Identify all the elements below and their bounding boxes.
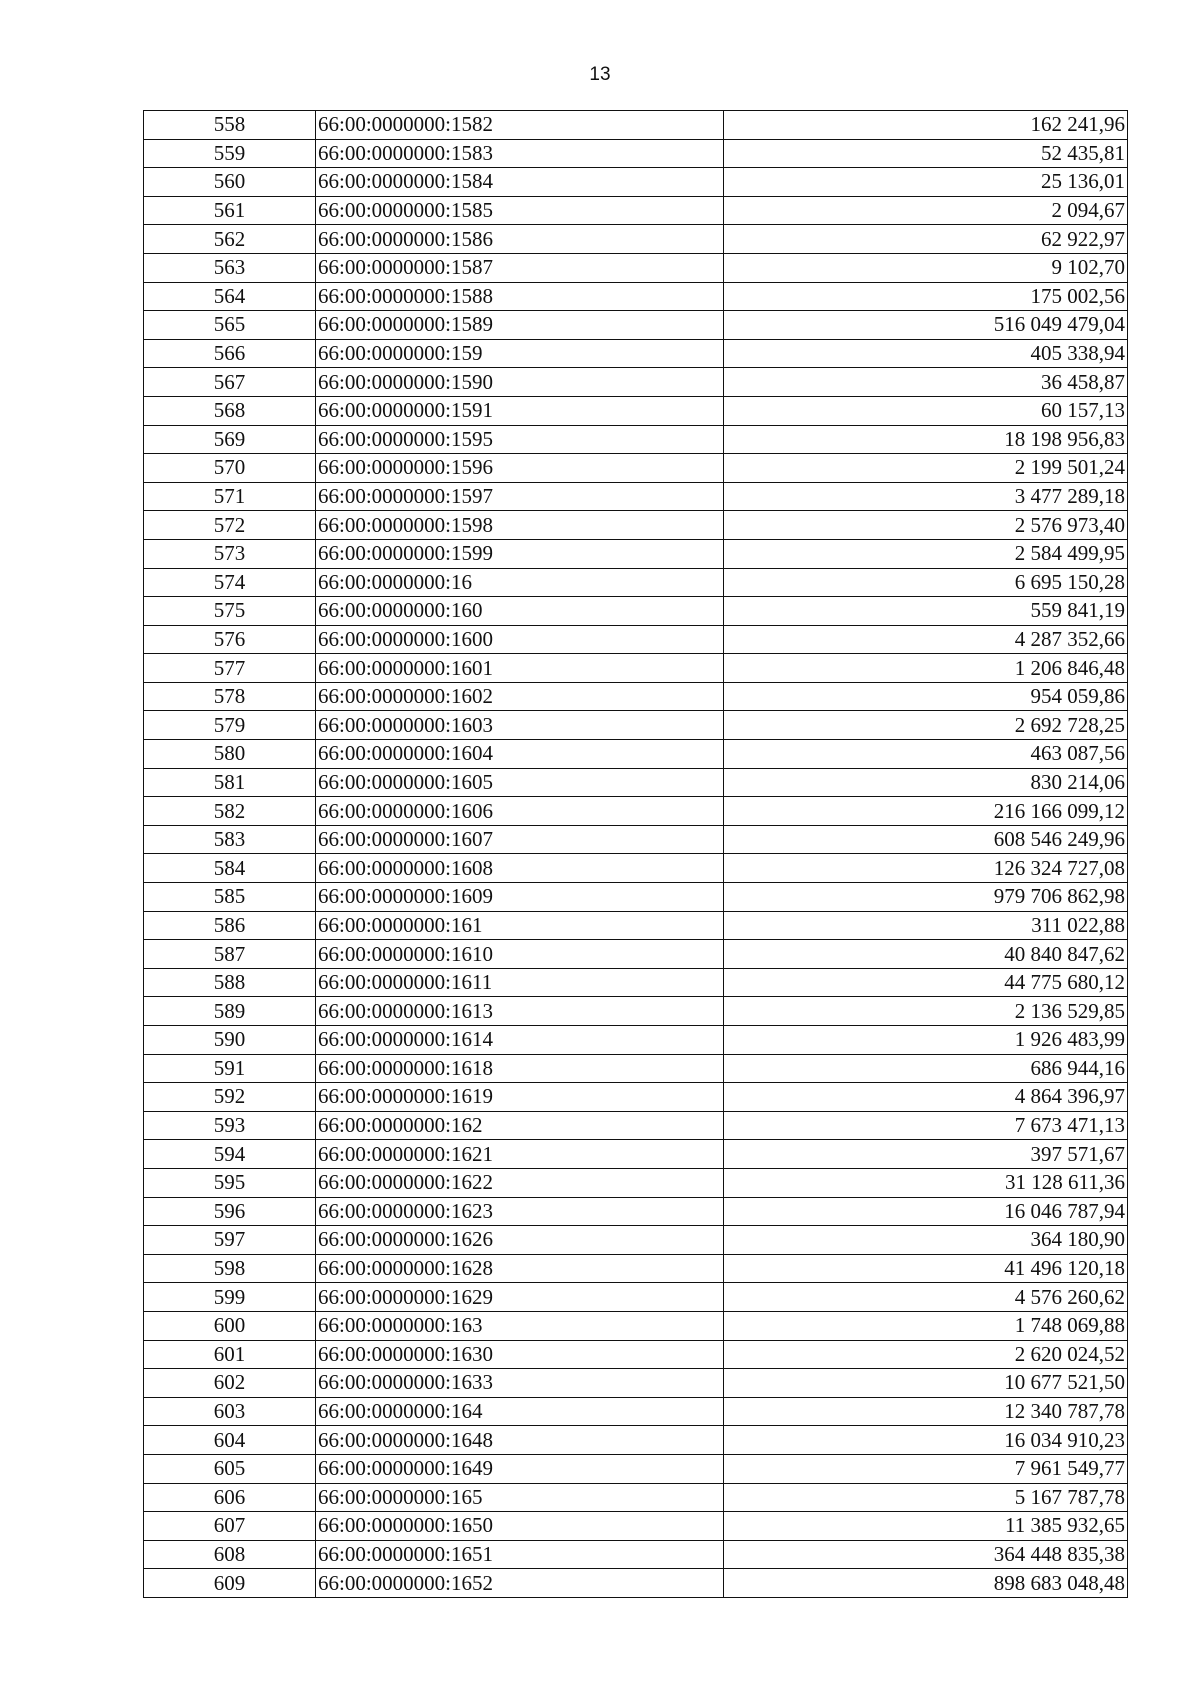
value-cell: 364 180,90 bbox=[724, 1226, 1128, 1255]
cadastral-number-cell: 66:00:0000000:1622 bbox=[316, 1168, 724, 1197]
row-number-cell: 592 bbox=[144, 1083, 316, 1112]
cadastral-number-cell: 66:00:0000000:1619 bbox=[316, 1083, 724, 1112]
row-number-cell: 606 bbox=[144, 1483, 316, 1512]
cadastral-number-cell: 66:00:0000000:1628 bbox=[316, 1254, 724, 1283]
value-cell: 2 576 973,40 bbox=[724, 511, 1128, 540]
cadastral-number-cell: 66:00:0000000:1609 bbox=[316, 883, 724, 912]
table-row bbox=[144, 1140, 1128, 1169]
value-cell: 16 046 787,94 bbox=[724, 1197, 1128, 1226]
value-cell: 954 059,86 bbox=[724, 682, 1128, 711]
value-cell: 2 620 024,52 bbox=[724, 1340, 1128, 1369]
cadastral-number-cell: 66:00:0000000:1608 bbox=[316, 854, 724, 883]
table-row bbox=[144, 425, 1128, 454]
value-cell: 40 840 847,62 bbox=[724, 940, 1128, 969]
value-cell: 405 338,94 bbox=[724, 339, 1128, 368]
row-number-cell: 562 bbox=[144, 225, 316, 254]
row-number-cell: 566 bbox=[144, 339, 316, 368]
value-cell: 686 944,16 bbox=[724, 1054, 1128, 1083]
table-row bbox=[144, 1026, 1128, 1055]
table-row bbox=[144, 968, 1128, 997]
value-cell: 608 546 249,96 bbox=[724, 825, 1128, 854]
value-cell: 4 287 352,66 bbox=[724, 625, 1128, 654]
cadastral-number-cell: 66:00:0000000:1606 bbox=[316, 797, 724, 826]
table-row bbox=[144, 511, 1128, 540]
cadastral-number-cell: 66:00:0000000:165 bbox=[316, 1483, 724, 1512]
value-cell: 126 324 727,08 bbox=[724, 854, 1128, 883]
table-row bbox=[144, 396, 1128, 425]
value-cell: 175 002,56 bbox=[724, 282, 1128, 311]
value-cell: 10 677 521,50 bbox=[724, 1369, 1128, 1398]
row-number-cell: 594 bbox=[144, 1140, 316, 1169]
cadastral-number-cell: 66:00:0000000:1585 bbox=[316, 196, 724, 225]
table-row bbox=[144, 597, 1128, 626]
value-cell: 1 926 483,99 bbox=[724, 1026, 1128, 1055]
row-number-cell: 595 bbox=[144, 1168, 316, 1197]
cadastral-number-cell: 66:00:0000000:1588 bbox=[316, 282, 724, 311]
table-row bbox=[144, 568, 1128, 597]
value-cell: 6 695 150,28 bbox=[724, 568, 1128, 597]
row-number-cell: 583 bbox=[144, 825, 316, 854]
cadastral-number-cell: 66:00:0000000:1587 bbox=[316, 253, 724, 282]
value-cell: 2 692 728,25 bbox=[724, 711, 1128, 740]
table-row bbox=[144, 997, 1128, 1026]
row-number-cell: 564 bbox=[144, 282, 316, 311]
row-number-cell: 571 bbox=[144, 482, 316, 511]
cadastral-number-cell: 66:00:0000000:1605 bbox=[316, 768, 724, 797]
row-number-cell: 567 bbox=[144, 368, 316, 397]
row-number-cell: 597 bbox=[144, 1226, 316, 1255]
row-number-cell: 601 bbox=[144, 1340, 316, 1369]
table-row bbox=[144, 168, 1128, 197]
page-number: 13 bbox=[589, 64, 611, 85]
table-row bbox=[144, 1168, 1128, 1197]
cadastral-number-cell: 66:00:0000000:164 bbox=[316, 1397, 724, 1426]
cadastral-number-cell: 66:00:0000000:1603 bbox=[316, 711, 724, 740]
value-cell: 11 385 932,65 bbox=[724, 1512, 1128, 1541]
row-number-cell: 572 bbox=[144, 511, 316, 540]
cadastral-number-cell: 66:00:0000000:1651 bbox=[316, 1540, 724, 1569]
row-number-cell: 582 bbox=[144, 797, 316, 826]
value-cell: 31 128 611,36 bbox=[724, 1168, 1128, 1197]
table-row bbox=[144, 196, 1128, 225]
row-number-cell: 603 bbox=[144, 1397, 316, 1426]
value-cell: 52 435,81 bbox=[724, 139, 1128, 168]
cadastral-number-cell: 66:00:0000000:1590 bbox=[316, 368, 724, 397]
cadastral-number-cell: 66:00:0000000:1597 bbox=[316, 482, 724, 511]
value-cell: 44 775 680,12 bbox=[724, 968, 1128, 997]
table-row bbox=[144, 368, 1128, 397]
table-row bbox=[144, 1111, 1128, 1140]
row-number-cell: 584 bbox=[144, 854, 316, 883]
table-row bbox=[144, 311, 1128, 340]
table-row bbox=[144, 911, 1128, 940]
table-row bbox=[144, 1254, 1128, 1283]
row-number-cell: 590 bbox=[144, 1026, 316, 1055]
value-cell: 36 458,87 bbox=[724, 368, 1128, 397]
table-row bbox=[144, 1569, 1128, 1598]
table-row bbox=[144, 854, 1128, 883]
value-cell: 559 841,19 bbox=[724, 597, 1128, 626]
row-number-cell: 589 bbox=[144, 997, 316, 1026]
cadastral-number-cell: 66:00:0000000:1630 bbox=[316, 1340, 724, 1369]
value-cell: 2 199 501,24 bbox=[724, 454, 1128, 483]
cadastral-number-cell: 66:00:0000000:161 bbox=[316, 911, 724, 940]
table-row bbox=[144, 797, 1128, 826]
table-row bbox=[144, 740, 1128, 769]
value-cell: 4 864 396,97 bbox=[724, 1083, 1128, 1112]
value-cell: 9 102,70 bbox=[724, 253, 1128, 282]
value-cell: 311 022,88 bbox=[724, 911, 1128, 940]
row-number-cell: 588 bbox=[144, 968, 316, 997]
value-cell: 898 683 048,48 bbox=[724, 1569, 1128, 1598]
table-row bbox=[144, 282, 1128, 311]
table-row bbox=[144, 625, 1128, 654]
cadastral-number-cell: 66:00:0000000:1604 bbox=[316, 740, 724, 769]
table-row bbox=[144, 711, 1128, 740]
row-number-cell: 558 bbox=[144, 111, 316, 140]
row-number-cell: 608 bbox=[144, 1540, 316, 1569]
cadastral-number-cell: 66:00:0000000:1589 bbox=[316, 311, 724, 340]
row-number-cell: 576 bbox=[144, 625, 316, 654]
row-number-cell: 607 bbox=[144, 1512, 316, 1541]
value-cell: 41 496 120,18 bbox=[724, 1254, 1128, 1283]
row-number-cell: 579 bbox=[144, 711, 316, 740]
row-number-cell: 602 bbox=[144, 1369, 316, 1398]
cadastral-number-cell: 66:00:0000000:1599 bbox=[316, 539, 724, 568]
table-body bbox=[144, 111, 1128, 1598]
cadastral-number-cell: 66:00:0000000:159 bbox=[316, 339, 724, 368]
table-row bbox=[144, 654, 1128, 683]
row-number-cell: 580 bbox=[144, 740, 316, 769]
cadastral-number-cell: 66:00:0000000:1610 bbox=[316, 940, 724, 969]
row-number-cell: 573 bbox=[144, 539, 316, 568]
cadastral-number-cell: 66:00:0000000:1607 bbox=[316, 825, 724, 854]
table-row bbox=[144, 253, 1128, 282]
table-row bbox=[144, 1283, 1128, 1312]
value-cell: 60 157,13 bbox=[724, 396, 1128, 425]
cadastral-number-cell: 66:00:0000000:1598 bbox=[316, 511, 724, 540]
value-cell: 4 576 260,62 bbox=[724, 1283, 1128, 1312]
value-cell: 18 198 956,83 bbox=[724, 425, 1128, 454]
value-cell: 463 087,56 bbox=[724, 740, 1128, 769]
cadastral-number-cell: 66:00:0000000:1613 bbox=[316, 997, 724, 1026]
cadastral-number-cell: 66:00:0000000:1650 bbox=[316, 1512, 724, 1541]
table-row bbox=[144, 139, 1128, 168]
table-row bbox=[144, 883, 1128, 912]
cadastral-number-cell: 66:00:0000000:1611 bbox=[316, 968, 724, 997]
row-number-cell: 563 bbox=[144, 253, 316, 282]
cadastral-number-cell: 66:00:0000000:1591 bbox=[316, 396, 724, 425]
row-number-cell: 586 bbox=[144, 911, 316, 940]
row-number-cell: 569 bbox=[144, 425, 316, 454]
cadastral-number-cell: 66:00:0000000:1652 bbox=[316, 1569, 724, 1598]
cadastral-number-cell: 66:00:0000000:1595 bbox=[316, 425, 724, 454]
row-number-cell: 565 bbox=[144, 311, 316, 340]
value-cell: 364 448 835,38 bbox=[724, 1540, 1128, 1569]
cadastral-number-cell: 66:00:0000000:1621 bbox=[316, 1140, 724, 1169]
row-number-cell: 585 bbox=[144, 883, 316, 912]
table-row bbox=[144, 825, 1128, 854]
table-row bbox=[144, 1454, 1128, 1483]
value-cell: 162 241,96 bbox=[724, 111, 1128, 140]
row-number-cell: 574 bbox=[144, 568, 316, 597]
row-number-cell: 559 bbox=[144, 139, 316, 168]
cadastral-number-cell: 66:00:0000000:1600 bbox=[316, 625, 724, 654]
value-cell: 1 206 846,48 bbox=[724, 654, 1128, 683]
table-row bbox=[144, 1083, 1128, 1112]
row-number-cell: 578 bbox=[144, 682, 316, 711]
value-cell: 397 571,67 bbox=[724, 1140, 1128, 1169]
cadastral-number-cell: 66:00:0000000:1648 bbox=[316, 1426, 724, 1455]
cadastral-number-cell: 66:00:0000000:162 bbox=[316, 1111, 724, 1140]
cadastral-number-cell: 66:00:0000000:160 bbox=[316, 597, 724, 626]
value-cell: 12 340 787,78 bbox=[724, 1397, 1128, 1426]
value-cell: 2 584 499,95 bbox=[724, 539, 1128, 568]
table-row bbox=[144, 1426, 1128, 1455]
table-row bbox=[144, 940, 1128, 969]
table-row bbox=[144, 339, 1128, 368]
value-cell: 1 748 069,88 bbox=[724, 1311, 1128, 1340]
table-row bbox=[144, 1369, 1128, 1398]
row-number-cell: 577 bbox=[144, 654, 316, 683]
row-number-cell: 599 bbox=[144, 1283, 316, 1312]
value-cell: 7 673 471,13 bbox=[724, 1111, 1128, 1140]
cadastral-number-cell: 66:00:0000000:1582 bbox=[316, 111, 724, 140]
table-row bbox=[144, 1054, 1128, 1083]
value-cell: 979 706 862,98 bbox=[724, 883, 1128, 912]
row-number-cell: 587 bbox=[144, 940, 316, 969]
row-number-cell: 596 bbox=[144, 1197, 316, 1226]
table-row bbox=[144, 1197, 1128, 1226]
row-number-cell: 591 bbox=[144, 1054, 316, 1083]
value-cell: 62 922,97 bbox=[724, 225, 1128, 254]
table-row bbox=[144, 682, 1128, 711]
cadastral-number-cell: 66:00:0000000:1586 bbox=[316, 225, 724, 254]
value-cell: 7 961 549,77 bbox=[724, 1454, 1128, 1483]
value-cell: 2 094,67 bbox=[724, 196, 1128, 225]
table-row bbox=[144, 1397, 1128, 1426]
table-row bbox=[144, 454, 1128, 483]
value-cell: 25 136,01 bbox=[724, 168, 1128, 197]
cadastral-number-cell: 66:00:0000000:1626 bbox=[316, 1226, 724, 1255]
row-number-cell: 581 bbox=[144, 768, 316, 797]
row-number-cell: 575 bbox=[144, 597, 316, 626]
cadastral-number-cell: 66:00:0000000:1618 bbox=[316, 1054, 724, 1083]
cadastral-number-cell: 66:00:0000000:1583 bbox=[316, 139, 724, 168]
table-row bbox=[144, 1226, 1128, 1255]
cadastral-number-cell: 66:00:0000000:16 bbox=[316, 568, 724, 597]
row-number-cell: 570 bbox=[144, 454, 316, 483]
row-number-cell: 604 bbox=[144, 1426, 316, 1455]
value-cell: 5 167 787,78 bbox=[724, 1483, 1128, 1512]
row-number-cell: 600 bbox=[144, 1311, 316, 1340]
table-row bbox=[144, 111, 1128, 140]
row-number-cell: 561 bbox=[144, 196, 316, 225]
cadastral-number-cell: 66:00:0000000:1633 bbox=[316, 1369, 724, 1398]
table-row bbox=[144, 1311, 1128, 1340]
table-row bbox=[144, 1483, 1128, 1512]
cadastral-number-cell: 66:00:0000000:1601 bbox=[316, 654, 724, 683]
cadastral-number-cell: 66:00:0000000:1602 bbox=[316, 682, 724, 711]
row-number-cell: 605 bbox=[144, 1454, 316, 1483]
value-cell: 2 136 529,85 bbox=[724, 997, 1128, 1026]
cadastral-number-cell: 66:00:0000000:1649 bbox=[316, 1454, 724, 1483]
table-row bbox=[144, 225, 1128, 254]
cadastral-number-cell: 66:00:0000000:163 bbox=[316, 1311, 724, 1340]
cadastral-number-cell: 66:00:0000000:1623 bbox=[316, 1197, 724, 1226]
cadastral-number-cell: 66:00:0000000:1614 bbox=[316, 1026, 724, 1055]
row-number-cell: 568 bbox=[144, 396, 316, 425]
table-row bbox=[144, 1540, 1128, 1569]
row-number-cell: 598 bbox=[144, 1254, 316, 1283]
table-row bbox=[144, 539, 1128, 568]
value-cell: 516 049 479,04 bbox=[724, 311, 1128, 340]
table-row bbox=[144, 482, 1128, 511]
value-cell: 830 214,06 bbox=[724, 768, 1128, 797]
value-cell: 16 034 910,23 bbox=[724, 1426, 1128, 1455]
cadastral-number-cell: 66:00:0000000:1584 bbox=[316, 168, 724, 197]
cadastral-number-cell: 66:00:0000000:1629 bbox=[316, 1283, 724, 1312]
table-row bbox=[144, 768, 1128, 797]
cadastral-table bbox=[143, 110, 1128, 1598]
value-cell: 216 166 099,12 bbox=[724, 797, 1128, 826]
row-number-cell: 560 bbox=[144, 168, 316, 197]
row-number-cell: 593 bbox=[144, 1111, 316, 1140]
cadastral-number-cell: 66:00:0000000:1596 bbox=[316, 454, 724, 483]
value-cell: 3 477 289,18 bbox=[724, 482, 1128, 511]
row-number-cell: 609 bbox=[144, 1569, 316, 1598]
table-row bbox=[144, 1512, 1128, 1541]
table-row bbox=[144, 1340, 1128, 1369]
